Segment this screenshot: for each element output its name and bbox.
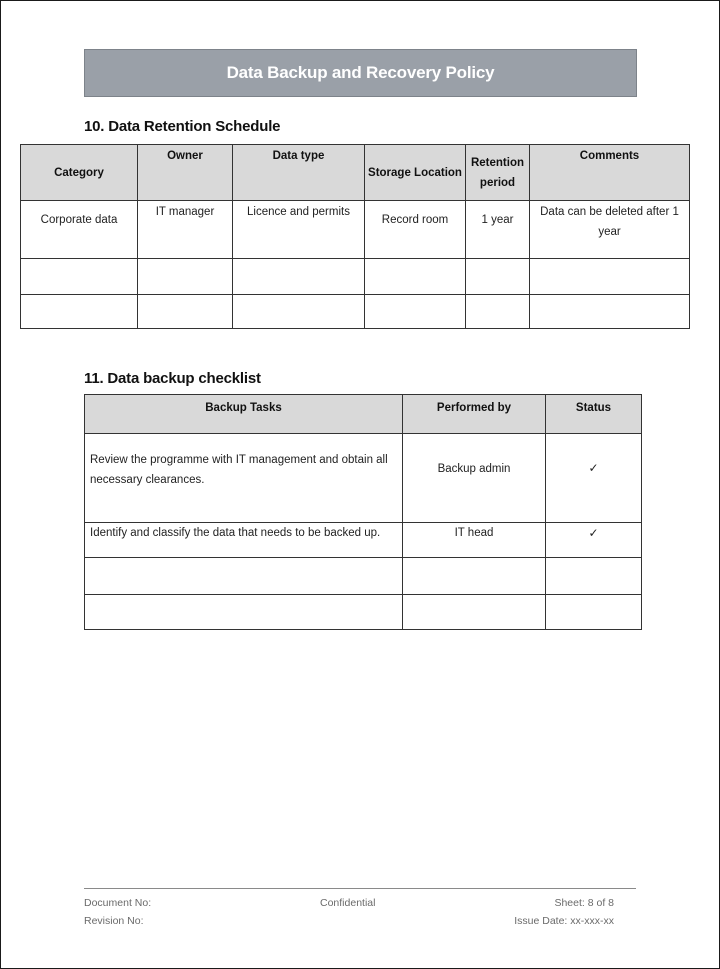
cell-category bbox=[21, 259, 138, 295]
cell-comments: Data can be deleted after 1 year bbox=[530, 201, 690, 259]
cell-data-type: Licence and permits bbox=[233, 201, 365, 259]
table-row bbox=[85, 558, 642, 595]
retention-schedule-table bbox=[20, 144, 690, 329]
footer-confidential: Confidential bbox=[320, 897, 376, 909]
cell-retention-period bbox=[466, 259, 530, 295]
cell-status bbox=[546, 558, 642, 595]
column-header-performed-by: Performed by bbox=[403, 395, 546, 434]
column-header-status: Status bbox=[546, 395, 642, 434]
status-check-icon: ✓ bbox=[546, 434, 642, 523]
cell-backup-task bbox=[85, 558, 403, 595]
column-header-backup-tasks: Backup Tasks bbox=[85, 395, 403, 434]
cell-storage-location bbox=[365, 295, 466, 329]
cell-backup-task bbox=[85, 595, 403, 630]
table-row bbox=[85, 595, 642, 630]
column-header-storage-location: Storage Location bbox=[365, 145, 466, 201]
cell-category bbox=[21, 295, 138, 329]
cell-performed-by bbox=[403, 595, 546, 630]
table-header-row bbox=[21, 145, 690, 201]
cell-performed-by: Backup admin bbox=[403, 434, 546, 523]
backup-checklist-heading: 11. Data backup checklist bbox=[84, 370, 261, 387]
cell-backup-task: Identify and classify the data that needs to be backed up. bbox=[85, 523, 403, 558]
document-title: Data Backup and Recovery Policy bbox=[226, 63, 495, 82]
cell-performed-by bbox=[403, 558, 546, 595]
footer-revision-no: Revision No: bbox=[84, 915, 144, 927]
column-header-retention-period: Retention period bbox=[466, 145, 530, 201]
cell-owner bbox=[138, 259, 233, 295]
cell-comments bbox=[530, 295, 690, 329]
cell-category: Corporate data bbox=[21, 201, 138, 259]
cell-owner: IT manager bbox=[138, 201, 233, 259]
table-row bbox=[21, 259, 690, 295]
cell-owner bbox=[138, 295, 233, 329]
cell-retention-period: 1 year bbox=[466, 201, 530, 259]
column-header-data-type: Data type bbox=[233, 145, 365, 201]
column-header-comments: Comments bbox=[530, 145, 690, 201]
footer-sheet: Sheet: 8 of 8 bbox=[554, 897, 614, 909]
column-header-owner: Owner bbox=[138, 145, 233, 201]
cell-performed-by: IT head bbox=[403, 523, 546, 558]
footer-divider bbox=[84, 888, 636, 889]
retention-schedule-heading: 10. Data Retention Schedule bbox=[84, 118, 281, 135]
cell-status bbox=[546, 595, 642, 630]
table-row bbox=[21, 201, 690, 259]
cell-storage-location bbox=[365, 259, 466, 295]
footer-issue-date: Issue Date: xx-xxx-xx bbox=[514, 915, 614, 927]
column-header-category: Category bbox=[21, 145, 138, 201]
table-header-row bbox=[85, 395, 642, 434]
table-row bbox=[21, 295, 690, 329]
cell-retention-period bbox=[466, 295, 530, 329]
cell-data-type bbox=[233, 259, 365, 295]
cell-data-type bbox=[233, 295, 365, 329]
document-title-banner bbox=[84, 49, 637, 97]
backup-checklist-table bbox=[84, 394, 642, 630]
table-row bbox=[85, 523, 642, 558]
table-row bbox=[85, 434, 642, 523]
cell-comments bbox=[530, 259, 690, 295]
cell-storage-location: Record room bbox=[365, 201, 466, 259]
cell-backup-task: Review the programme with IT management and obtain all necessary clearances. bbox=[85, 434, 403, 523]
footer-document-no: Document No: bbox=[84, 897, 152, 909]
status-check-icon: ✓ bbox=[546, 523, 642, 558]
